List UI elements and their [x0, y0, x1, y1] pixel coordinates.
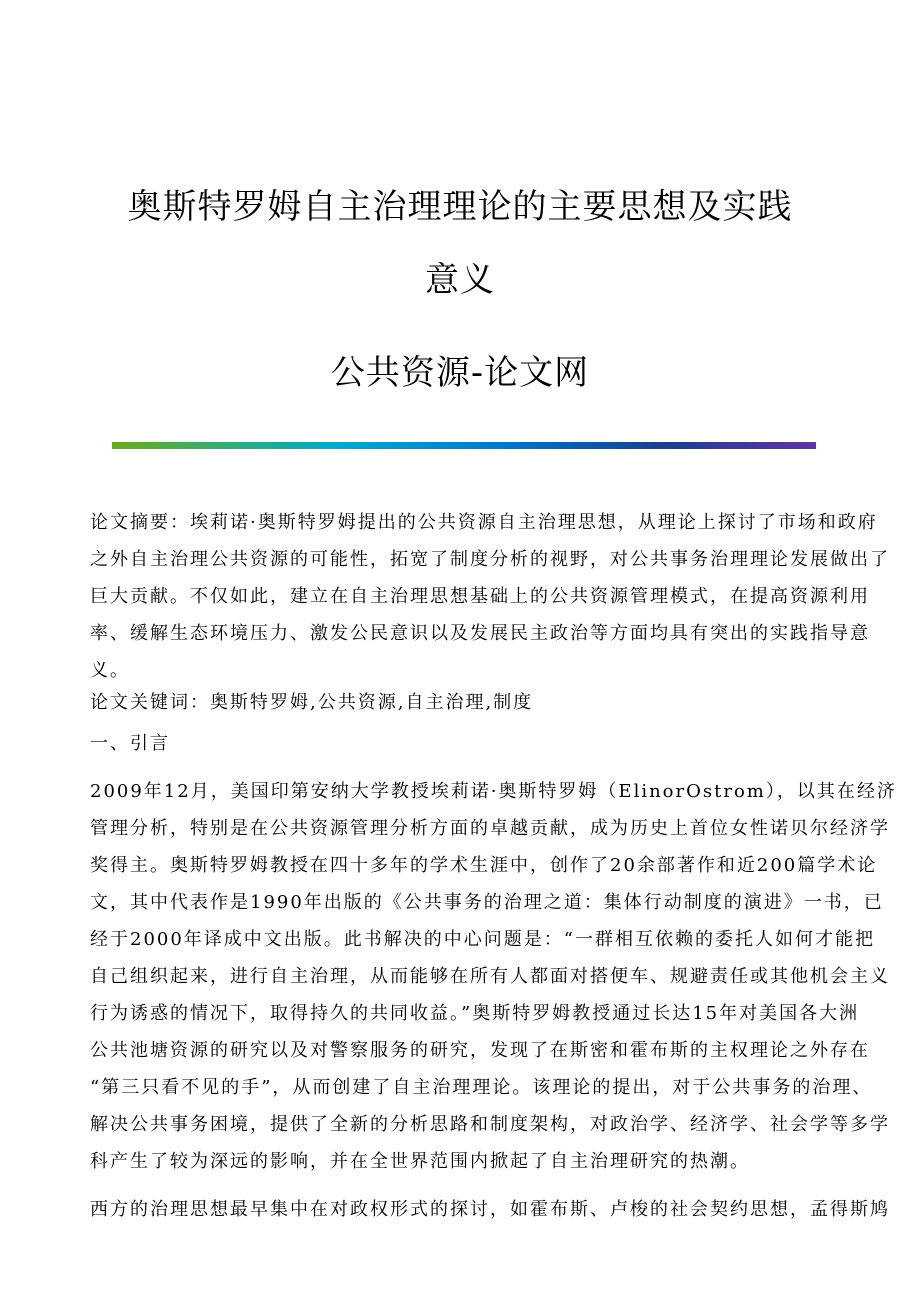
text-line: 2009年12月，美国印第安纳大学教授埃莉诺·奥斯特罗姆（ElinorOstrom），以其在经济 [90, 781, 897, 802]
text-line: 经于2000年译成中文出版。此书解决的中心问题是：“一群相互依赖的委托人如何才能把 [90, 929, 876, 950]
text-line: 科产生了较为深远的影响，并在全世界范围内掀起了自主治理研究的热潮。 [90, 1151, 750, 1172]
text-line: 义。 [90, 660, 130, 681]
text-line: 文，其中代表作是1990年出版的《公共事务的治理之道：集体行动制度的演进》一书，已 [90, 892, 884, 913]
text-line: 率、缓解生态环境压力、激发公民意识以及发展民主政治等方面均具有突出的实践指导意 [90, 623, 870, 644]
body-paragraph-2 [90, 1191, 890, 1228]
text-line: 巨大贡献。不仅如此，建立在自主治理思想基础上的公共资源管理模式，在提高资源利用 [90, 586, 870, 607]
section-heading-text: 一、引言 [90, 733, 170, 754]
text-line: 自己组织起来，进行自主治理，从而能够在所有人都面对搭便车、规避责任或其他机会主义 [90, 966, 890, 987]
text-line: 之外自主治理公共资源的可能性，拓宽了制度分析的视野，对公共事务治理理论发展做出了 [90, 549, 890, 570]
keywords-text: 论文关键词：奥斯特罗姆,公共资源,自主治理,制度 [90, 692, 534, 713]
gradient-divider [112, 442, 816, 449]
text-line: 奖得主。奥斯特罗姆教授在四十多年的学术生涯中，创作了20余部著作和近200篇学术论 [90, 855, 878, 876]
text-line: “第三只看不见的手”，从而创建了自主治理理论。该理论的提出，对于公共事务的治理、 [90, 1077, 873, 1098]
document-subtitle: 公共资源-论文网 [330, 353, 590, 393]
body-paragraph-1 [90, 773, 897, 1180]
keywords-line [90, 684, 830, 721]
text-line: 解决公共事务困境，提供了全新的分析思路和制度架构，对政治学、经济学、社会学等多学 [90, 1114, 890, 1135]
document-title-line-2: 意义 [425, 260, 495, 300]
text-line: 西方的治理思想最早集中在对政权形式的探讨，如霍布斯、卢梭的社会契约思想，孟得斯鸠 [90, 1199, 890, 1220]
document-title-line-1: 奥斯特罗姆自主治理理论的主要思想及实践 [127, 187, 793, 227]
section-heading [90, 725, 830, 762]
abstract-paragraph [90, 504, 890, 689]
text-line: 论文摘要：埃莉诺·奥斯特罗姆提出的公共资源自主治理思想，从理论上探讨了市场和政府 [90, 512, 878, 533]
text-line: 行为诱惑的情况下，取得持久的共同收益。”奥斯特罗姆教授通过长达15年对美国各大洲 [90, 1003, 860, 1024]
text-line: 公共池塘资源的研究以及对警察服务的研究，发现了在斯密和霍布斯的主权理论之外存在 [90, 1040, 870, 1061]
text-line: 管理分析，特别是在公共资源管理分析方面的卓越贡献，成为历史上首位女性诺贝尔经济学 [90, 818, 890, 839]
